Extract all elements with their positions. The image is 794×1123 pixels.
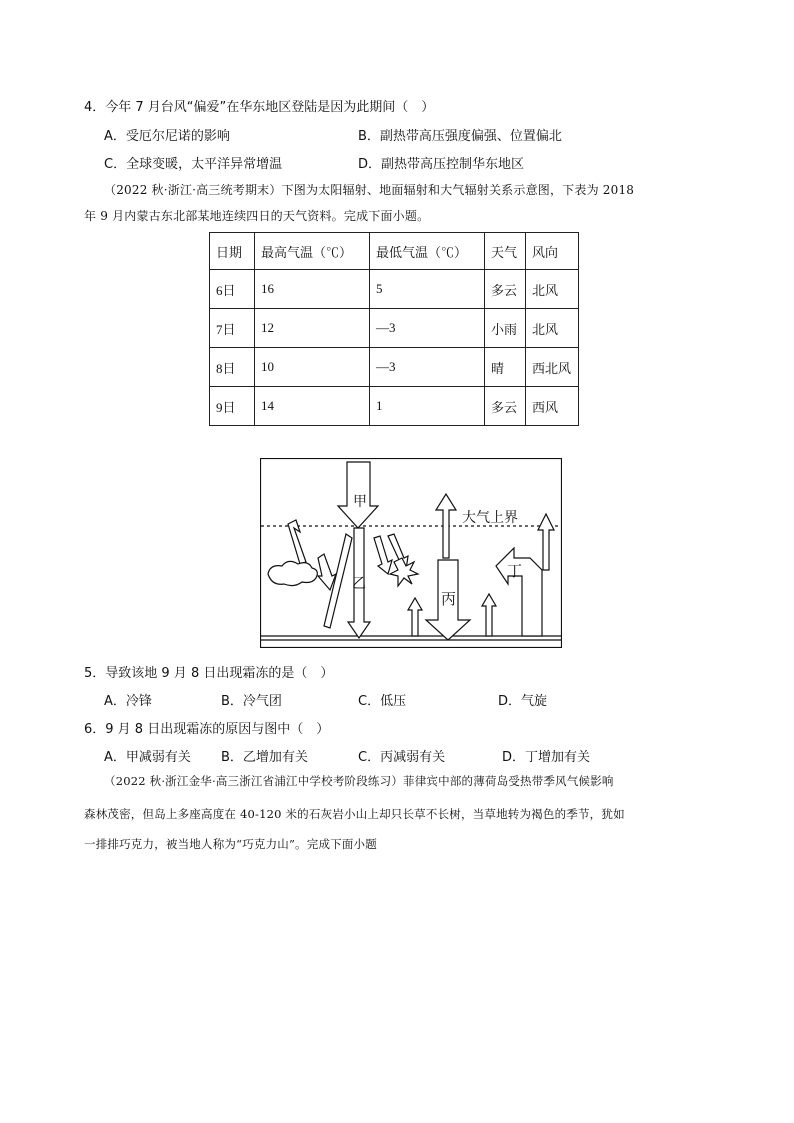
cell-min-temp: —3 [370,348,485,387]
arrow-right-up [538,514,554,570]
cell-weather: 多云 [485,387,526,426]
scatter-arrow-1 [374,536,392,574]
q4-option-c: C．全球变暖，太平洋异常增温 [104,157,283,172]
cell-min-temp: 1 [370,387,485,426]
weather-table [209,232,579,426]
label-atmosphere-top: 大气上界 [462,510,518,526]
q5-option-c: C．低压 [358,694,407,709]
table-row [210,270,579,309]
q6-stem: 6．9 月 8 日出现霜冻的原因与图中（ ） [84,722,330,737]
table-row [210,387,579,426]
header-wind: 风向 [526,233,579,270]
header-date: 日期 [210,233,255,270]
q5-option-a: A．冷锋 [104,694,152,709]
table-row [210,309,579,348]
cell-min-temp: 5 [370,270,485,309]
cell-wind: 北风 [526,309,579,348]
cell-max-temp: 14 [255,387,370,426]
diagram-frame [261,459,562,648]
cell-date: 9日 [210,387,255,426]
q4-option-a: A．受厄尔尼诺的影响 [104,129,230,144]
intro2-line1: （2022 秋·浙江金华·高三浙江省浦江中学校考阶段练习）菲律宾中部的薄荷岛受热带季风气候影响 [104,774,614,788]
starburst-icon [390,558,418,586]
small-up-arrow-1 [408,598,422,636]
cell-weather: 小雨 [485,309,526,348]
cell-date: 7日 [210,309,255,348]
radiation-diagram [260,458,562,648]
label-yi: 乙 [352,576,366,592]
q5-option-b: B．冷气团 [221,694,282,709]
header-min-temp: 最低气温（℃） [370,233,485,270]
label-bing: 丙 [441,590,457,608]
cell-weather: 晴 [485,348,526,387]
header-weather: 天气 [485,233,526,270]
cell-wind: 北风 [526,270,579,309]
q6-option-b: B．乙增加有关 [221,750,308,765]
cell-wind: 西北风 [526,348,579,387]
cell-max-temp: 16 [255,270,370,309]
intro1-line1: （2022 秋·浙江·高三统考期末）下图为太阳辐射、地面辐射和大气辐射关系示意图，下表为 2018 [104,183,635,197]
intro1-line2: 年 9 月内蒙古东北部某地连续四日的天气资料。完成下面小题。 [84,209,430,223]
q4-option-b: B．副热带高压强度偏强、位置偏北 [358,129,562,144]
cloud-icon [268,561,317,585]
q4-stem: 4．今年 7 月台风“偏爱”在华东地区登陆是因为此期间（ ） [84,100,435,115]
cell-min-temp: —3 [370,309,485,348]
cell-max-temp: 12 [255,309,370,348]
table-header-row [210,233,579,270]
cell-date: 6日 [210,270,255,309]
q6-option-a: A．甲减弱有关 [104,750,191,765]
cell-wind: 西风 [526,387,579,426]
q6-option-d: D．丁增加有关 [502,750,591,765]
label-ding: 丁 [507,562,523,580]
q5-option-d: D．气旋 [498,694,548,709]
intro2-line3: 一排排巧克力，被当地人称为“巧克力山”。完成下面小题 [84,837,377,851]
small-up-arrow-2 [482,594,496,636]
intro2-line2: 森林茂密，但岛上多座高度在 40-120 米的石灰岩小山上却只长草不长树，当草地转为褐色的季节，犹如 [84,807,625,821]
label-jia: 甲 [353,494,367,510]
table-row [210,348,579,387]
q4-option-d: D．副热带高压控制华东地区 [358,157,525,172]
cell-max-temp: 10 [255,348,370,387]
header-max-temp: 最高气温（℃） [255,233,370,270]
cell-weather: 多云 [485,270,526,309]
q6-option-c: C．丙减弱有关 [358,750,446,765]
cell-date: 8日 [210,348,255,387]
q5-stem: 5．导致该地 9 月 8 日出现霜冻的是（ ） [84,666,334,681]
